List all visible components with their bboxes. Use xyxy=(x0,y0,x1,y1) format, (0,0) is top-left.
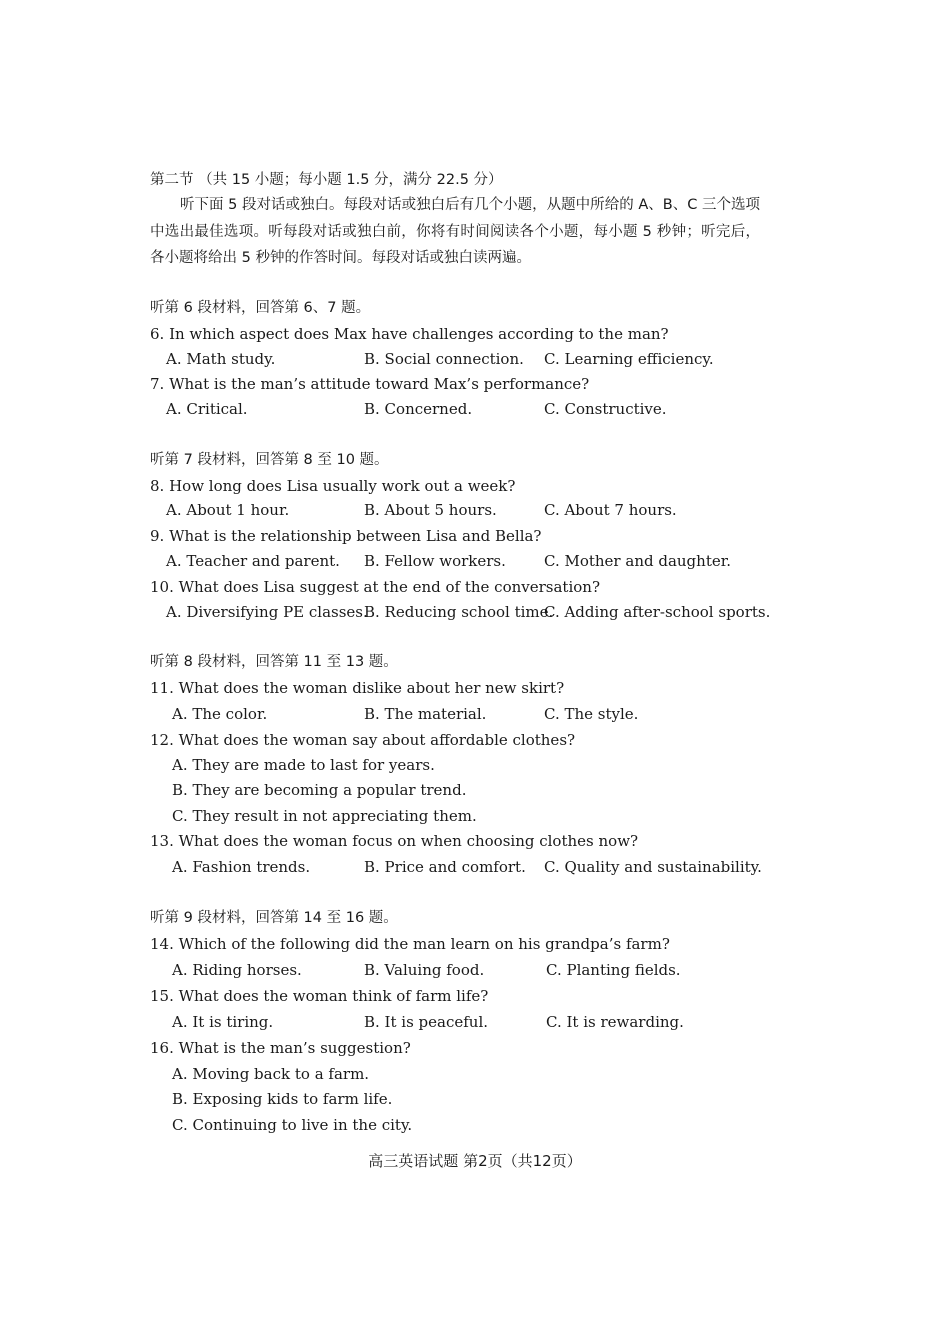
option-b: B. Social connection. xyxy=(364,350,524,368)
option-a: A. It is tiring. xyxy=(172,1013,274,1031)
question-stem: 6. In which aspect does Max have challenges according to the man? xyxy=(150,325,669,343)
option-a: A. The color. xyxy=(172,705,268,723)
option-a: A. Teacher and parent. xyxy=(166,552,340,570)
question-stem: 11. What does the woman dislike about her new skirt? xyxy=(150,679,565,697)
option-a: A. Fashion trends. xyxy=(172,858,311,876)
option-c: C. Constructive. xyxy=(544,400,667,418)
option-a: A. Riding horses. xyxy=(172,961,302,979)
section-title: 第二节 （共 15 小题；每小题 1.5 分，满分 22.5 分） xyxy=(150,172,503,188)
option-a: A. They are made to last for years. xyxy=(172,756,435,774)
option-b: B. About 5 hours. xyxy=(364,501,497,519)
option-b: B. Fellow workers. xyxy=(364,552,506,570)
option-b: B. They are becoming a popular trend. xyxy=(172,781,467,799)
question-stem: 14. Which of the following did the man learn on his grandpa’s farm? xyxy=(150,935,670,953)
option-b: B. Exposing kids to farm life. xyxy=(172,1090,393,1108)
option-b: B. Price and comfort. xyxy=(364,858,526,876)
question-stem: 8. How long does Lisa usually work out a week? xyxy=(150,477,516,495)
option-c: C. Learning efficiency. xyxy=(544,350,714,368)
option-b: B. Concerned. xyxy=(364,400,473,418)
option-a: A. Diversifying PE classes. xyxy=(166,603,368,621)
option-b: B. Valuing food. xyxy=(364,961,485,979)
option-b: B. Reducing school time. xyxy=(364,603,554,621)
group-heading: 听第 6 段材料，回答第 6、7 题。 xyxy=(150,300,371,316)
page-footer: 高三英语试题 第2页（共12页） xyxy=(368,1152,582,1170)
question-stem: 15. What does the woman think of farm life? xyxy=(150,987,489,1005)
option-a: A. Critical. xyxy=(166,400,248,418)
group-heading: 听第 7 段材料，回答第 8 至 10 题。 xyxy=(150,452,389,468)
option-a: A. Moving back to a farm. xyxy=(172,1065,370,1083)
option-b: B. It is peaceful. xyxy=(364,1013,489,1031)
question-stem: 9. What is the relationship between Lisa and Bella? xyxy=(150,527,542,545)
option-c: C. They result in not appreciating them. xyxy=(172,807,477,825)
option-c: C. Mother and daughter. xyxy=(544,552,732,570)
option-a: A. Math study. xyxy=(166,350,276,368)
question-stem: 16. What is the man’s suggestion? xyxy=(150,1039,411,1057)
option-c: C. Continuing to live in the city. xyxy=(172,1116,413,1134)
group-heading: 听第 8 段材料，回答第 11 至 13 题。 xyxy=(150,654,398,670)
question-stem: 10. What does Lisa suggest at the end of the conversation? xyxy=(150,578,600,596)
section-instructions: 听下面 5 段对话或独白。每段对话或独白后有几个小题，从题中所给的 A、B、C 三个选项中选出最佳选项。听每段对话或独白前，你将有时间阅读各个小题，每小题 5 秒钟；听完后，各小题将给出 5 秒钟的作答时间。每段对话或独白读两遍。 xyxy=(150,197,760,266)
question-stem: 7. What is the man’s attitude toward Max’s performance? xyxy=(150,375,590,393)
option-c: C. Quality and sustainability. xyxy=(544,858,762,876)
option-c: C. The style. xyxy=(544,705,639,723)
option-c: C. About 7 hours. xyxy=(544,501,677,519)
group-heading: 听第 9 段材料，回答第 14 至 16 题。 xyxy=(150,910,398,926)
option-c: C. It is rewarding. xyxy=(546,1013,684,1031)
option-b: B. The material. xyxy=(364,705,487,723)
option-c: C. Adding after-school sports. xyxy=(544,603,771,621)
option-c: C. Planting fields. xyxy=(546,961,681,979)
question-stem: 12. What does the woman say about affordable clothes? xyxy=(150,731,576,749)
option-a: A. About 1 hour. xyxy=(166,501,290,519)
question-stem: 13. What does the woman focus on when choosing clothes now? xyxy=(150,832,639,850)
